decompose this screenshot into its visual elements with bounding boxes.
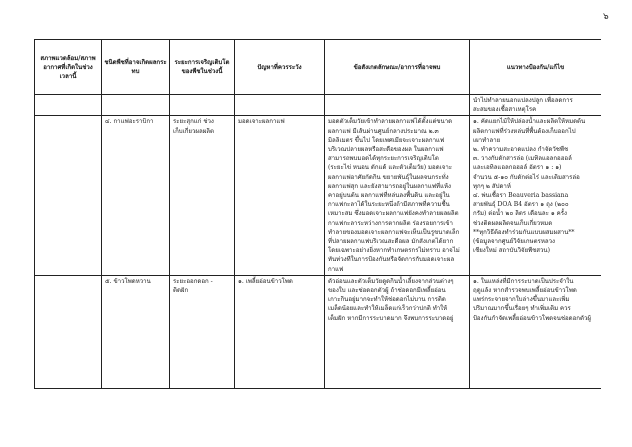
- solution-cell: ๑. คัดแยกไม้ให้ปล่องน้ำและผลิตให้หมดต้น ผลิตกาแฟที่ร่วงหล่นที่พื้นต้องเก็บออกไป เผาทำลาย ๒. ทำความสะอาดแปลง กำจัดวัชพืช ๓. วางกับดักสารล่อ (เมทิลแอลกอฮอล์ และเอทิลแอลกอฮอล์ อัตรา ๑ : ๑) จำนวน ๕-๑๐ กับดักต่อไร่ และเติมสารล่อ ทุกๆ ๒ สัปดาห์ ๔. พ่นเชื้อรา Beauveria bassiana สายพันธุ์ DOA B4 อัตรา ๑ ถุง (๒๐๐ กรัม) ต่อน้ำ ๒๐ ลิตร เดือนละ ๑ ครั้ง ช่วงติดผลผลิตจนเก็บเกี่ยวหมด **ทุกวิธีต้องทำร่วมกันแบบผสมผสาน** (ข้อมูลจากศูนย์วิจัยเกษตรหลวง เชียงใหม่ สถาบันวิจัยพืชสวน): [470, 116, 602, 275]
- table-row-continuation: [35, 95, 602, 116]
- stage-cell: ระยะออกดอก - ติดฝัก: [170, 275, 235, 388]
- advisory-table-page: [34, 39, 601, 447]
- header-environment: สภาพแวดล้อม/สภาพอากาศที่เกิดในช่วงเวลานี้: [35, 40, 102, 95]
- header-row: [35, 40, 602, 95]
- header-crop: ชนิดพืชที่อาจเกิดผลกระทบ: [102, 40, 170, 95]
- crop-cell: ๔. กาแฟอะราบิกา: [102, 116, 170, 275]
- problem-cell: ๑. เพลี้ยอ่อนข้าวโพด: [235, 275, 325, 388]
- symptoms-cell: ตัวอ่อนและตัวเต็มวัยดูดกินน้ำเลี้ยงจากส่วนต่างๆ ของใบ และช่อดอกตัวผู้ ถ้าช่อดอกมีเพลี้ยอ่อน เกาะกินอยู่มากจะทำให้ช่อดอกไม่บาน การติด เมล็ดน้อยและทำให้เมล็ดแก่เร็วกว่าปกติ ทำให้ เต็มฝัก หากมีการระบาดมาก จึงพบการระบาดอยู่: [325, 275, 470, 388]
- table-row-sweet-corn: [35, 275, 602, 388]
- continuation-fix-cell: นำไปทำลายนอกแปลงปลูก เพื่อลดการ สะสมของเชื้อสาเหตุโรค: [470, 95, 602, 116]
- page-number: ๖: [603, 12, 609, 22]
- problem-cell: มอดเจาะผลกาแฟ: [235, 116, 325, 275]
- advisory-table: [34, 39, 601, 389]
- header-symptoms: ข้อสังเกตลักษณะ/อาการที่อาจพบ: [325, 40, 470, 95]
- header-growth-stage: ระยะการเจริญเติบโตของพืชในช่วงนี้: [170, 40, 235, 95]
- symptoms-cell: มอดตัวเต็มวัยเข้าทำลายผลกาแฟได้ตั้งแต่ขนาด ผลกาแฟ มีเส้นผ่านศูนย์กลางประมาณ ๒.๓ มิลลิเมตร ขึ้นไป โดยเพศเมียจะเจาะผลกาแฟ บริเวณปลายผลหรือสะดือของผล ในผลกาแฟ สามารถพบมอดได้ทุกระยะการเจริญเติบโต (ระยะไข่ หนอน ดักแด้ และตัวเต็มวัย) มอดเจาะ ผลกาแฟอาศัยกัดกิน ขยายพันธุ์ในผลจนกระทั่ง ผลกาแฟสุก และยังสามารถอยู่ในผลกาแฟที่แห้ง คาอยู่บนต้น ผลกาแฟที่หล่นลงพื้นดิน และอยู่ใน กาแฟกะลาได้ในระยะหนึ่งถ้ามีสภาพที่ความชื้น เหมาะสม ซึ่งมอดเจาะผลกาแฟยังคงทำลายผลผลิต กาแฟกะลาระหว่างการตากผลิต ร่องรอยการเข้า ทำลายของมอดเจาะผลกาแฟจะเห็นเป็นรูขนาดเล็ก ที่ปลายผลกาแฟบริเวณสะดือผล มักสังเกตได้ยาก โดยเฉพาะอย่างยิ่งหากทำเกษตรกรไม่ทราบ อาจไม่ ทันท่วงทีในการป้องกันหรือจัดการกับมอดเจาะผลกาแฟ: [325, 116, 470, 275]
- solution-cell: ๑. ในแหล่งที่มีการระบาดเป็นประจำใน ฤดูแล้ง หากสำรวจพบเพลี้ยอ่อนข้าวโพด แพร่กระจายจากใบล่างขึ้นมาและเพิ่ม ปริมาณมากขึ้นเรื่อยๆ ทำเพิ่มเติม ควร ป้องกันกำจัดเพลี้ยอ่อนข้าวโพดจนช่อดอกตัวผู้: [470, 275, 602, 388]
- stage-cell: ระยะสุกแก่ ช่วง เก็บเกี่ยวผลผลิต: [170, 116, 235, 275]
- table-row-coffee: [35, 116, 602, 275]
- crop-cell: ๕. ข้าวโพดหวาน: [102, 275, 170, 388]
- header-solution: แนวทางป้องกัน/แก้ไข: [470, 40, 602, 95]
- env-cell: [35, 95, 102, 116]
- header-problem: ปัญหาที่ควรระวัง: [235, 40, 325, 95]
